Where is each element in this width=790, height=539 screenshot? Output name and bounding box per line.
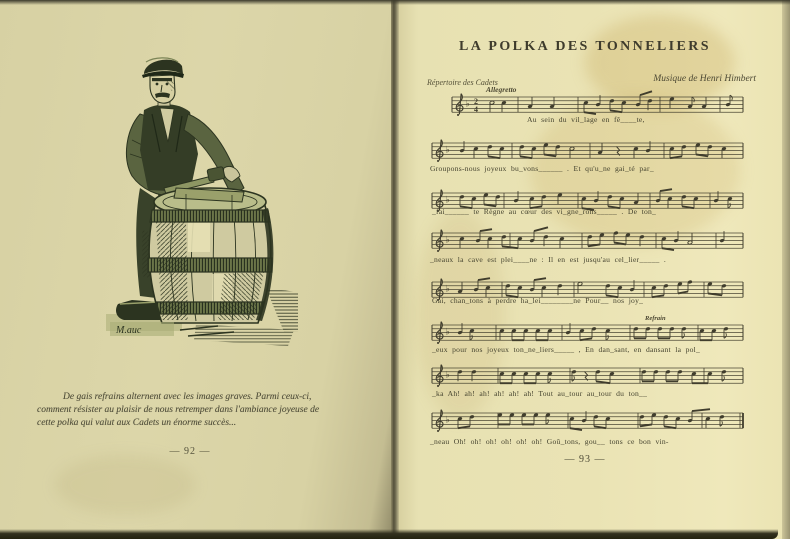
repertoire-credit: Répertoire des Cadets: [427, 78, 498, 87]
refrain-marking: Refrain: [645, 315, 666, 322]
lyric-line: _eux pour nos joyeux ton_ne_liers_____ , En dan_sant, en dansant la pol_: [432, 345, 701, 354]
music-staff: [432, 409, 743, 432]
time-signature: 2: [474, 97, 478, 107]
flat-sign: ♭: [445, 195, 450, 206]
page-number-left: — 92 —: [169, 446, 211, 457]
flat-sign: ♭: [445, 284, 450, 295]
caption-line: comment résister au plaisir de nous retremper dans l'ambiance joyeuse de: [37, 404, 320, 415]
time-signature: 4: [474, 105, 478, 114]
music-staff: [432, 365, 743, 387]
flat-sign: ♭: [465, 99, 470, 110]
lyric-line: _fai______ te Règne au cœur des vi_gne_rons_____ . De ton_: [432, 207, 657, 216]
music-staff: [432, 227, 743, 252]
flat-sign: ♭: [445, 235, 450, 246]
lyric-line: _neau Oh! oh! oh! oh! oh! oh! Goû_tons, gou__ tons ce bon vin-: [430, 437, 669, 446]
song-title: LA POLKA DES TONNELIERS: [459, 39, 711, 54]
caption-line: De gais refrains alternent avec les images graves. Parmi ceux-ci,: [63, 391, 312, 402]
music-staff: [452, 91, 743, 116]
flat-sign: ♭: [445, 370, 450, 381]
lyric-line: _ka Ah! ah! ah! ah! ah! ah! Tout au_tour au_tour du ton__: [432, 389, 648, 398]
signature-text: M.auc: [116, 325, 142, 336]
lyric-line: Gai, chan_tons à perdre ha_lei________ne Pour__ nos joy_: [432, 296, 644, 305]
lyric-line: Au sein du vil_lage en fê____te,: [527, 115, 645, 124]
page-number-right: — 93 —: [564, 454, 606, 465]
tempo-marking: Allegretto: [486, 85, 517, 94]
composer-credit: Musique de Henri Himbert: [653, 74, 756, 84]
music-staff: [432, 322, 743, 344]
flat-sign: ♭: [445, 415, 450, 426]
lyric-line: _neaux la cave est plei____ne : Il en est jusqu'au cel_lier_____ .: [430, 255, 667, 264]
music-staff: [432, 140, 743, 162]
flat-sign: ♭: [445, 145, 450, 156]
caption-line: cette polka qui valut aux Cadets un énorme succès...: [37, 417, 237, 428]
flat-sign: ♭: [445, 327, 450, 338]
lyric-line: Groupons-nous joyeux bu_vons______ . Et qu'u_ne gai_té par_: [430, 164, 654, 173]
